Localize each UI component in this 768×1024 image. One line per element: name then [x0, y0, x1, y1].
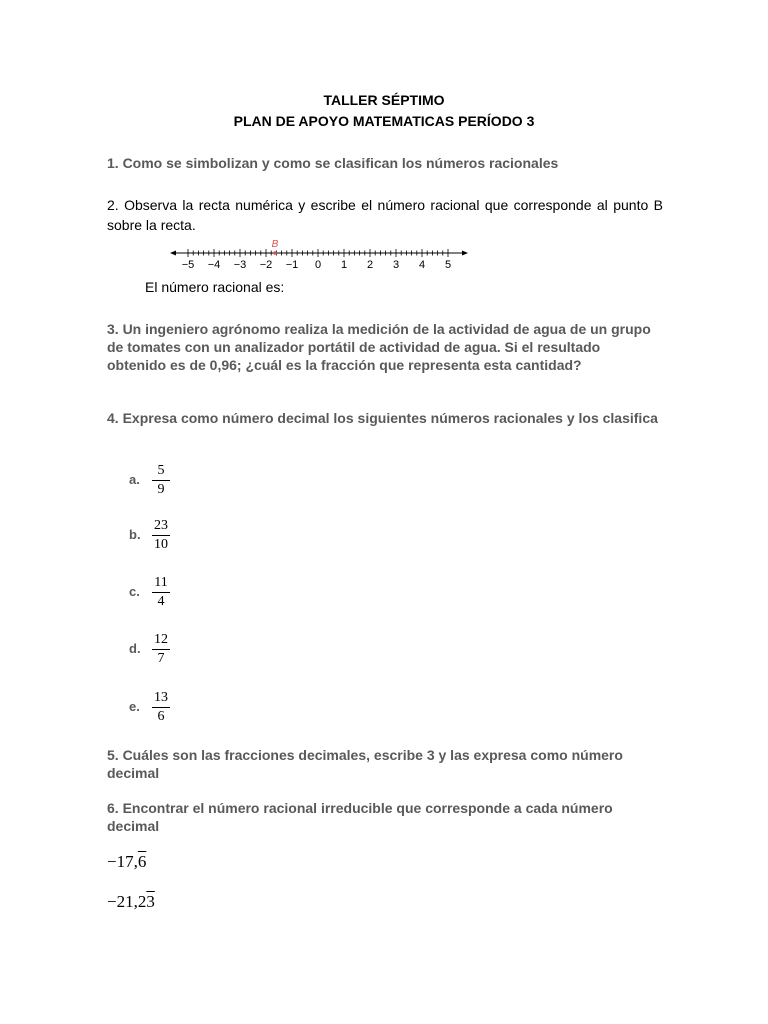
decimal-2-period: 3	[146, 892, 155, 911]
fraction-b-numerator: 23	[154, 518, 168, 533]
option-d-label: d.	[129, 641, 141, 656]
question-1: 1. Como se simbolizan y como se clasifican los números racionales	[107, 155, 559, 171]
tick-label: 0	[314, 259, 322, 271]
fraction-d-denominator: 7	[157, 651, 165, 666]
decimal-1-period: 6	[137, 852, 147, 871]
fraction-c-numerator: 11	[154, 575, 168, 590]
decimal-2-whole: −21,2	[107, 892, 147, 911]
option-e-label: e.	[129, 699, 140, 714]
tick-label: −1	[285, 259, 299, 271]
worksheet-subtitle: PLAN DE APOYO MATEMATICAS PERÍODO 3	[233, 113, 535, 129]
option-a-label: a.	[129, 472, 140, 487]
fraction-bar	[152, 535, 170, 536]
right-arrow-icon	[462, 251, 468, 256]
tick-label: −4	[207, 259, 221, 271]
option-c-label: c.	[129, 584, 140, 599]
repeating-decimal-2	[107, 892, 155, 912]
tick-label: −2	[259, 259, 273, 271]
option-b-label: b.	[129, 527, 141, 542]
answer-label: El número racional es:	[145, 279, 285, 295]
fraction-b-denominator: 10	[154, 537, 168, 552]
fraction-c	[152, 575, 170, 610]
tick-label: 1	[340, 259, 348, 271]
fraction-d	[152, 632, 170, 667]
number-line-labels	[182, 259, 451, 271]
question-2: 2. Observa la recta numérica y escribe el número racional que corresponde al punto B sobre la recta.	[107, 197, 663, 233]
repeating-decimal-1	[107, 852, 146, 872]
fraction-a	[152, 463, 170, 498]
fraction-bar	[152, 592, 170, 593]
question-3: 3. Un ingeniero agrónomo realiza la medición de la actividad de agua de un grupo de tomates con un analizador portátil de actividad de agua. Si el resultado obtenido es de 0,96; ¿cuál es la fracción que representa esta cantidad?	[107, 321, 651, 373]
question-4: 4. Expresa como número decimal los siguientes números racionales y los clasifica	[107, 410, 658, 426]
fraction-bar	[152, 707, 170, 708]
question-5: 5. Cuáles son las fracciones decimales, escribe 3 y las expresa como número decimal	[107, 747, 623, 781]
worksheet-title: TALLER SÉPTIMO	[323, 92, 445, 108]
fraction-c-denominator: 4	[157, 594, 165, 609]
fraction-e-numerator: 13	[154, 690, 168, 705]
tick-label: 4	[418, 259, 426, 271]
tick-label: 5	[444, 259, 452, 271]
fraction-bar	[152, 649, 170, 650]
tick-label: −3	[233, 259, 247, 271]
left-arrow-icon	[170, 251, 176, 256]
fraction-d-numerator: 12	[154, 632, 168, 647]
tick-label: −5	[181, 259, 195, 271]
point-b-marker	[273, 251, 277, 255]
decimal-1-whole: −17,	[107, 852, 138, 871]
tick-label: 3	[392, 259, 400, 271]
tick-label: 2	[366, 259, 374, 271]
fraction-e	[152, 690, 170, 725]
fraction-bar	[152, 480, 170, 481]
fraction-e-denominator: 6	[157, 709, 165, 724]
point-b-label: B	[271, 239, 279, 250]
fraction-a-numerator: 5	[157, 463, 165, 478]
fraction-a-denominator: 9	[157, 482, 165, 497]
number-line	[170, 235, 470, 275]
question-6: 6. Encontrar el número racional irreducible que corresponde a cada número decimal	[107, 800, 613, 834]
fraction-b	[152, 518, 170, 553]
